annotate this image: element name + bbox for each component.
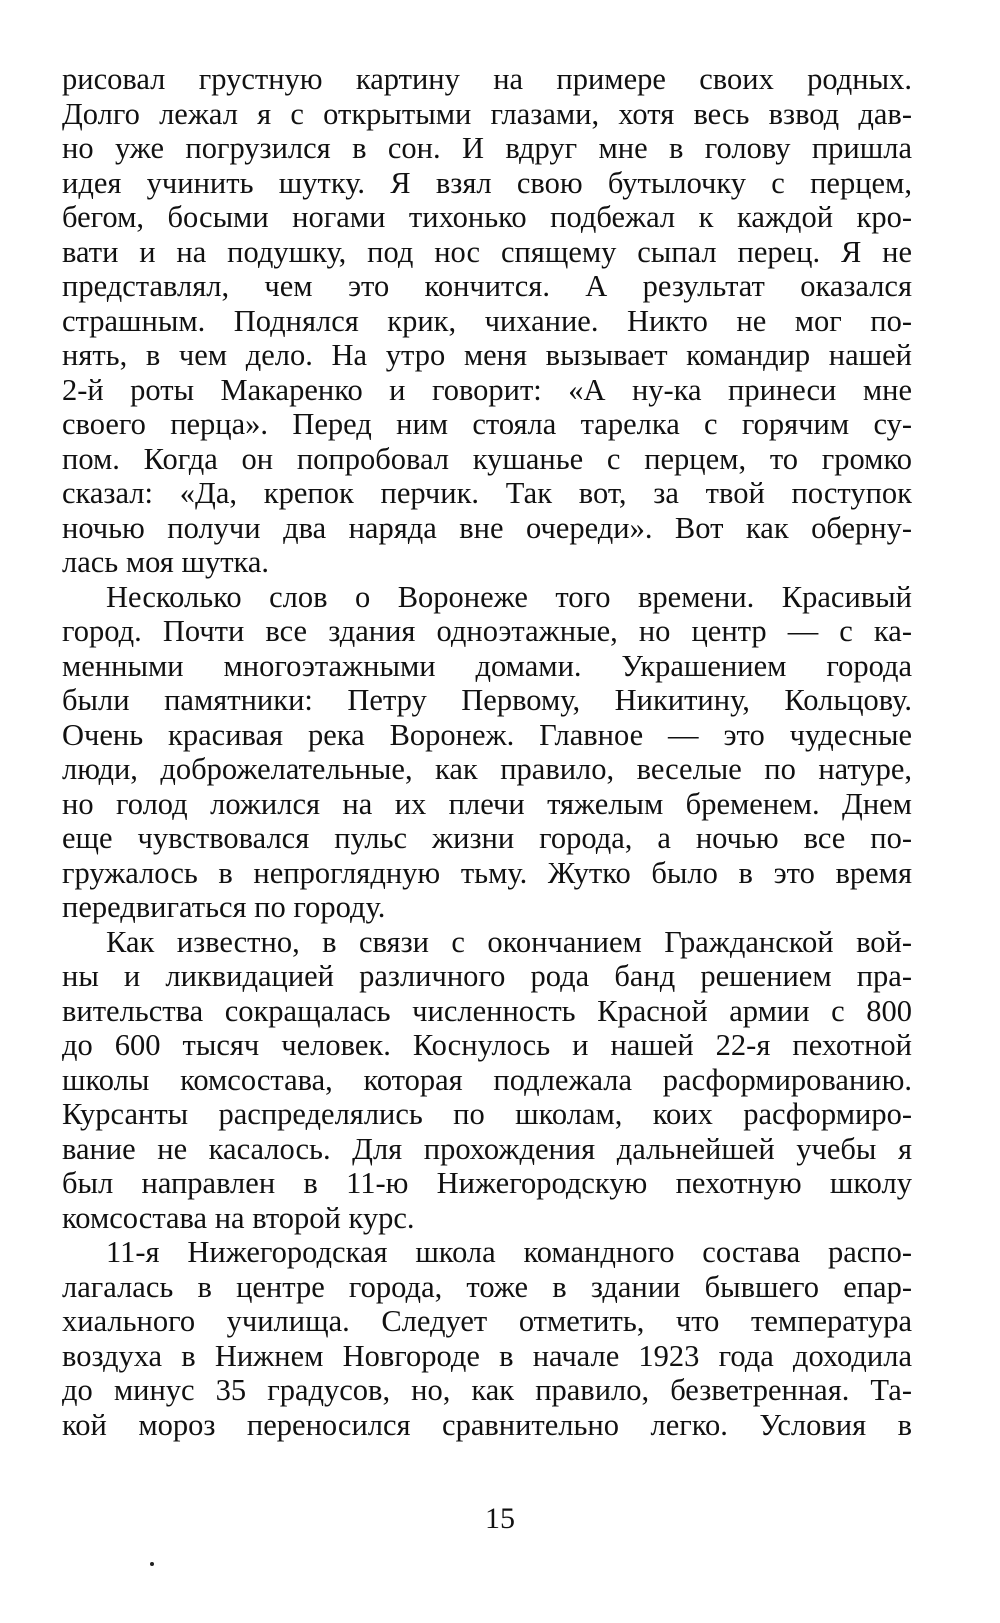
text-line: идея учинить шутку. Я взял свою бутылочку с перцем, bbox=[62, 165, 912, 200]
book-page bbox=[62, 62, 912, 1542]
text-line: лась моя шутка. bbox=[62, 545, 270, 579]
text-line: вание не касалось. Для прохождения дальнейшей учебы я bbox=[62, 1131, 912, 1166]
text-line: хиального училища. Следует отметить, что температура bbox=[62, 1304, 912, 1338]
text-line: представлял, чем это кончится. А результат оказался bbox=[62, 269, 912, 303]
paragraph-2 bbox=[62, 580, 912, 925]
paragraph-3 bbox=[62, 925, 912, 1236]
text-line: город. Почти все здания одноэтажные, но центр — с ка- bbox=[62, 614, 912, 648]
text-line: до 600 тысяч человек. Коснулось и нашей 22-я пехотной bbox=[62, 1028, 912, 1062]
text-line: пом. Когда он попробовал кушанье с перцем, то громко bbox=[62, 441, 912, 476]
text-line: Долго лежал я с открытыми глазами, хотя весь взвод дав- bbox=[62, 96, 912, 131]
text-line: своего перца». Перед ним стояла тарелка с горячим су- bbox=[62, 407, 912, 441]
print-speck bbox=[150, 1562, 154, 1566]
text-line: воздуха в Нижнем Новгороде в начале 1923 года доходила bbox=[62, 1338, 912, 1373]
text-line: ны и ликвидацией различного рода банд решением пра- bbox=[62, 959, 912, 993]
text-line: был направлен в 11-ю Нижегородскую пехотную школу bbox=[62, 1166, 912, 1200]
text-line: до минус 35 градусов, но, как правило, безветренная. Та- bbox=[62, 1373, 912, 1407]
paragraph-4 bbox=[62, 1235, 912, 1442]
text-line: кой мороз переносился сравнительно легко. Условия в bbox=[62, 1407, 912, 1442]
text-line: бегом, босыми ногами тихонько подбежал к каждой кро- bbox=[62, 200, 912, 234]
text-line: Несколько слов о Воронеже того времени. Красивый bbox=[106, 579, 912, 614]
text-line: страшным. Поднялся крик, чихание. Никто не мог по- bbox=[62, 303, 912, 338]
text-line: 11-я Нижегородская школа командного состава распо- bbox=[106, 1235, 912, 1269]
text-line: нять, в чем дело. На утро меня вызывает командир нашей bbox=[62, 338, 912, 372]
text-line: комсостава на второй курс. bbox=[62, 1200, 415, 1235]
text-line: Курсанты распределялись по школам, коих расформиро- bbox=[62, 1097, 912, 1131]
text-line: Очень красивая река Воронеж. Главное — это чудесные bbox=[62, 717, 912, 752]
text-line: школы комсостава, которая подлежала расформированию. bbox=[62, 1062, 912, 1097]
text-line: сказал: «Да, крепок перчик. Так вот, за твой поступок bbox=[62, 476, 912, 510]
paragraph-1 bbox=[62, 62, 912, 580]
text-line: передвигаться по городу. bbox=[62, 890, 386, 924]
text-line: ночью получи два наряда вне очереди». Вот как оберну- bbox=[62, 510, 912, 545]
text-line: еще чувствовался пульс жизни города, а ночью все по- bbox=[62, 821, 912, 855]
text-line: менными многоэтажными домами. Украшением города bbox=[62, 648, 912, 683]
text-line: вати и на подушку, под нос спящему сыпал перец. Я не bbox=[62, 234, 912, 269]
page-number: 15 bbox=[485, 1502, 515, 1535]
text-line: но голод ложился на их плечи тяжелым бременем. Днем bbox=[62, 786, 912, 821]
text-line: были памятники: Петру Первому, Никитину, Кольцову. bbox=[62, 683, 912, 717]
text-line: Как известно, в связи с окончанием Гражданской вой- bbox=[106, 924, 912, 959]
text-line: но уже погрузился в сон. И вдруг мне в голову пришла bbox=[62, 131, 912, 165]
text-line: гружалось в непроглядную тьму. Жутко было в это время bbox=[62, 855, 912, 890]
text-line: рисовал грустную картину на примере своих родных. bbox=[62, 62, 912, 96]
text-line: вительства сокращалась численность Красной армии с 800 bbox=[62, 993, 912, 1028]
text-line: 2-й роты Макаренко и говорит: «А ну-ка принеси мне bbox=[62, 372, 912, 407]
text-line: лагалась в центре города, тоже в здании бывшего епар- bbox=[62, 1269, 912, 1304]
text-line: люди, доброжелательные, как правило, веселые по натуре, bbox=[62, 752, 912, 786]
